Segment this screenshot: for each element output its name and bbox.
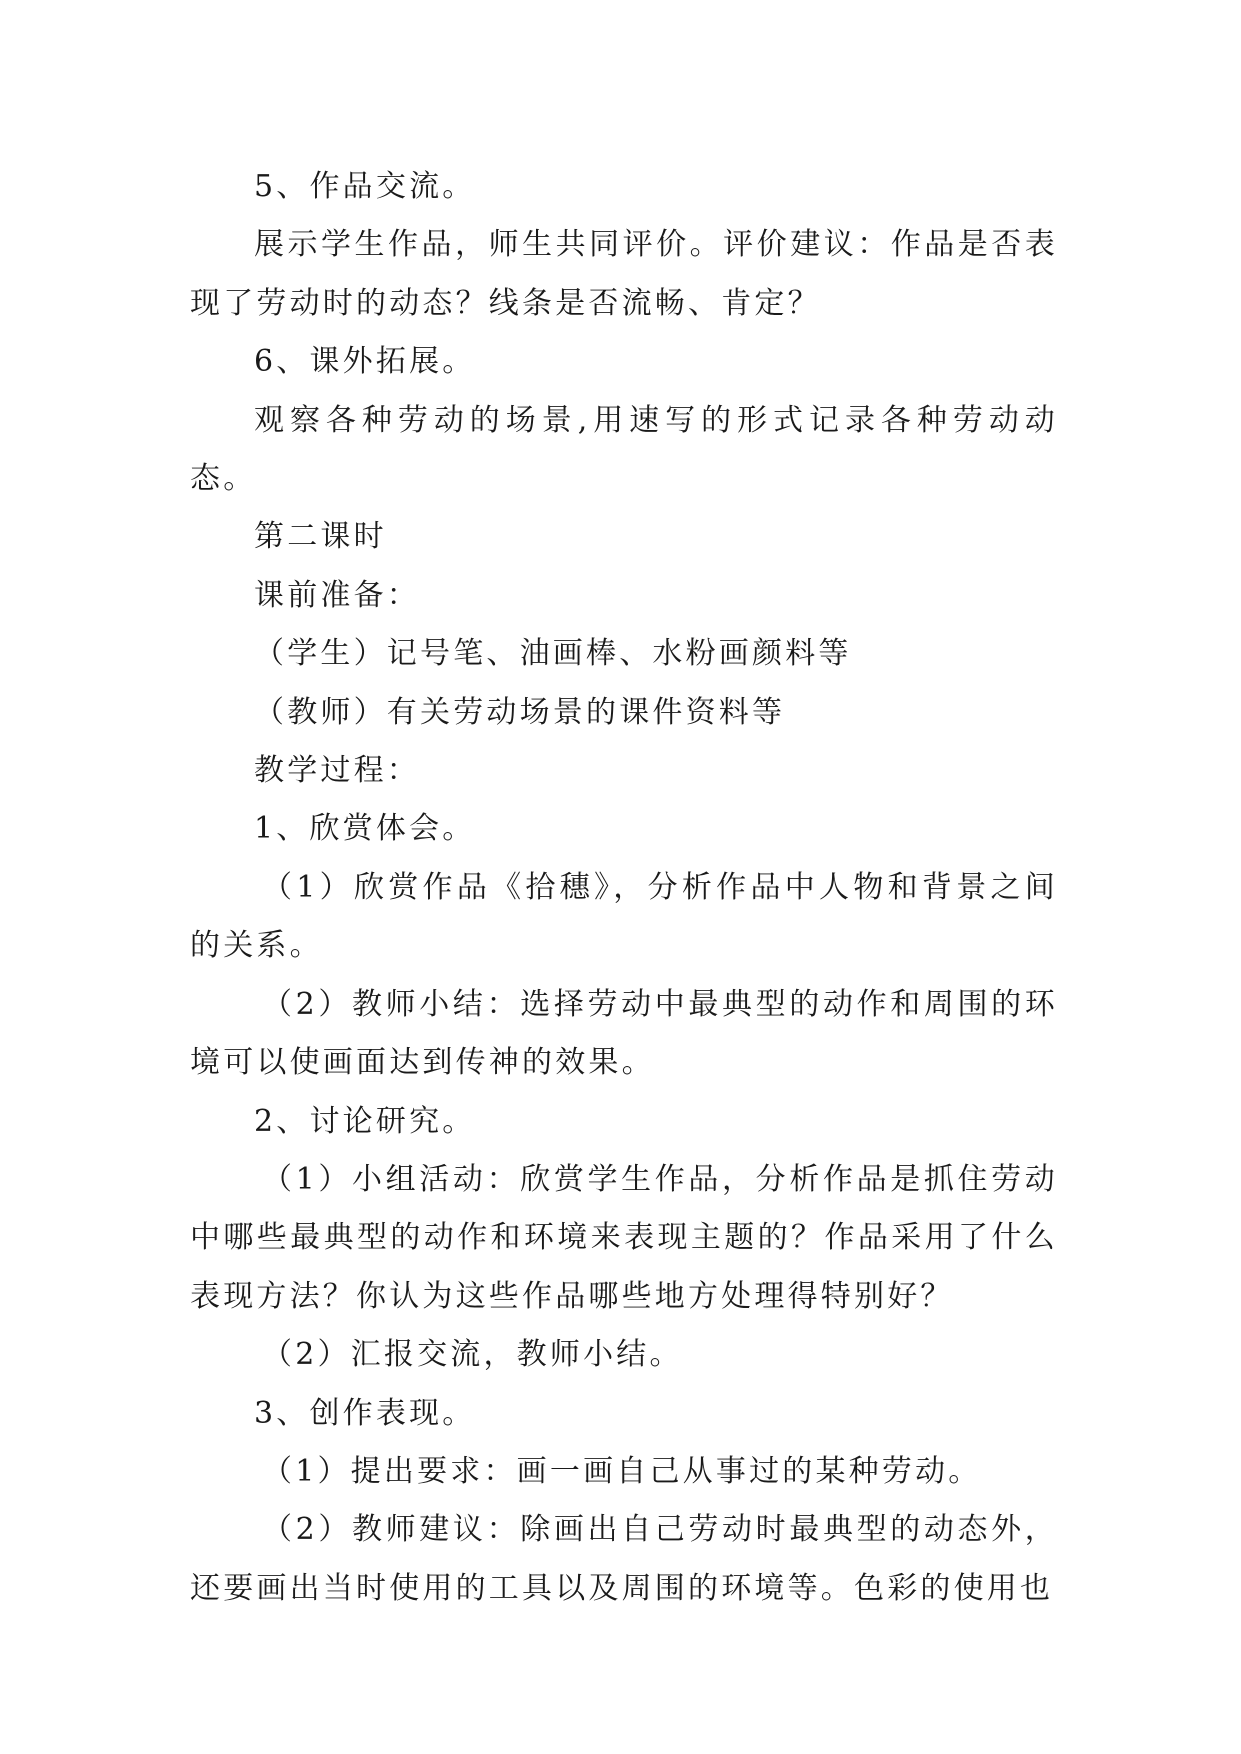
paragraph-step-2-heading: 2、讨论研究。 — [254, 1103, 476, 1139]
paragraph-step-3-item-1: （1）提出要求：画一画自己从事过的某种劳动。 — [262, 1453, 982, 1489]
paragraph-section-6-heading: 6、课外拓展。 — [254, 344, 476, 380]
paragraph-step-1-item-2: （2）教师小结：选择劳动中最典型的动作和周围的环境可以使画面达到传神的效果。 — [190, 986, 1058, 1081]
paragraph-process-heading: 教学过程： — [254, 753, 420, 789]
paragraph-step-3-heading: 3、创作表现。 — [254, 1395, 476, 1431]
paragraph-step-3-item-2: （2）教师建议：除画出自己劳动时最典型的动态外，还要画出当时使用的工具以及周围的环境等。色彩的使用也 — [190, 1512, 1058, 1606]
paragraph-section-6-body: 观察各种劳动的场景,用速写的形式记录各种劳动动态。 — [190, 402, 1058, 497]
paragraph-teacher-materials: （教师）有关劳动场景的课件资料等 — [254, 694, 786, 730]
paragraph-step-1-heading: 1、欣赏体会。 — [254, 811, 476, 847]
document-body — [190, 158, 1058, 1618]
paragraph-step-1-item-1: （1）欣赏作品《拾穗》，分析作品中人物和背景之间的关系。 — [190, 869, 1058, 964]
paragraph-section-5-body: 展示学生作品，师生共同评价。评价建议：作品是否表现了劳动时的动态？线条是否流畅、肯定？ — [190, 227, 1058, 321]
paragraph-preparation-heading: 课前准备： — [254, 577, 420, 613]
paragraph-student-materials: （学生）记号笔、油画棒、水粉画颜料等 — [254, 636, 852, 672]
paragraph-section-5-heading: 5、作品交流。 — [254, 169, 476, 204]
paragraph-lesson-two-title: 第二课时 — [254, 519, 387, 555]
paragraph-step-2-item-1: （1）小组活动：欣赏学生作品，分析作品是抓住劳动中哪些最典型的动作和环境来表现主题的？作品采用了什么表现方法？你认为这些作品哪些地方处理得特别好？ — [190, 1161, 1058, 1314]
paragraph-step-2-item-2: （2）汇报交流，教师小结。 — [262, 1337, 683, 1373]
